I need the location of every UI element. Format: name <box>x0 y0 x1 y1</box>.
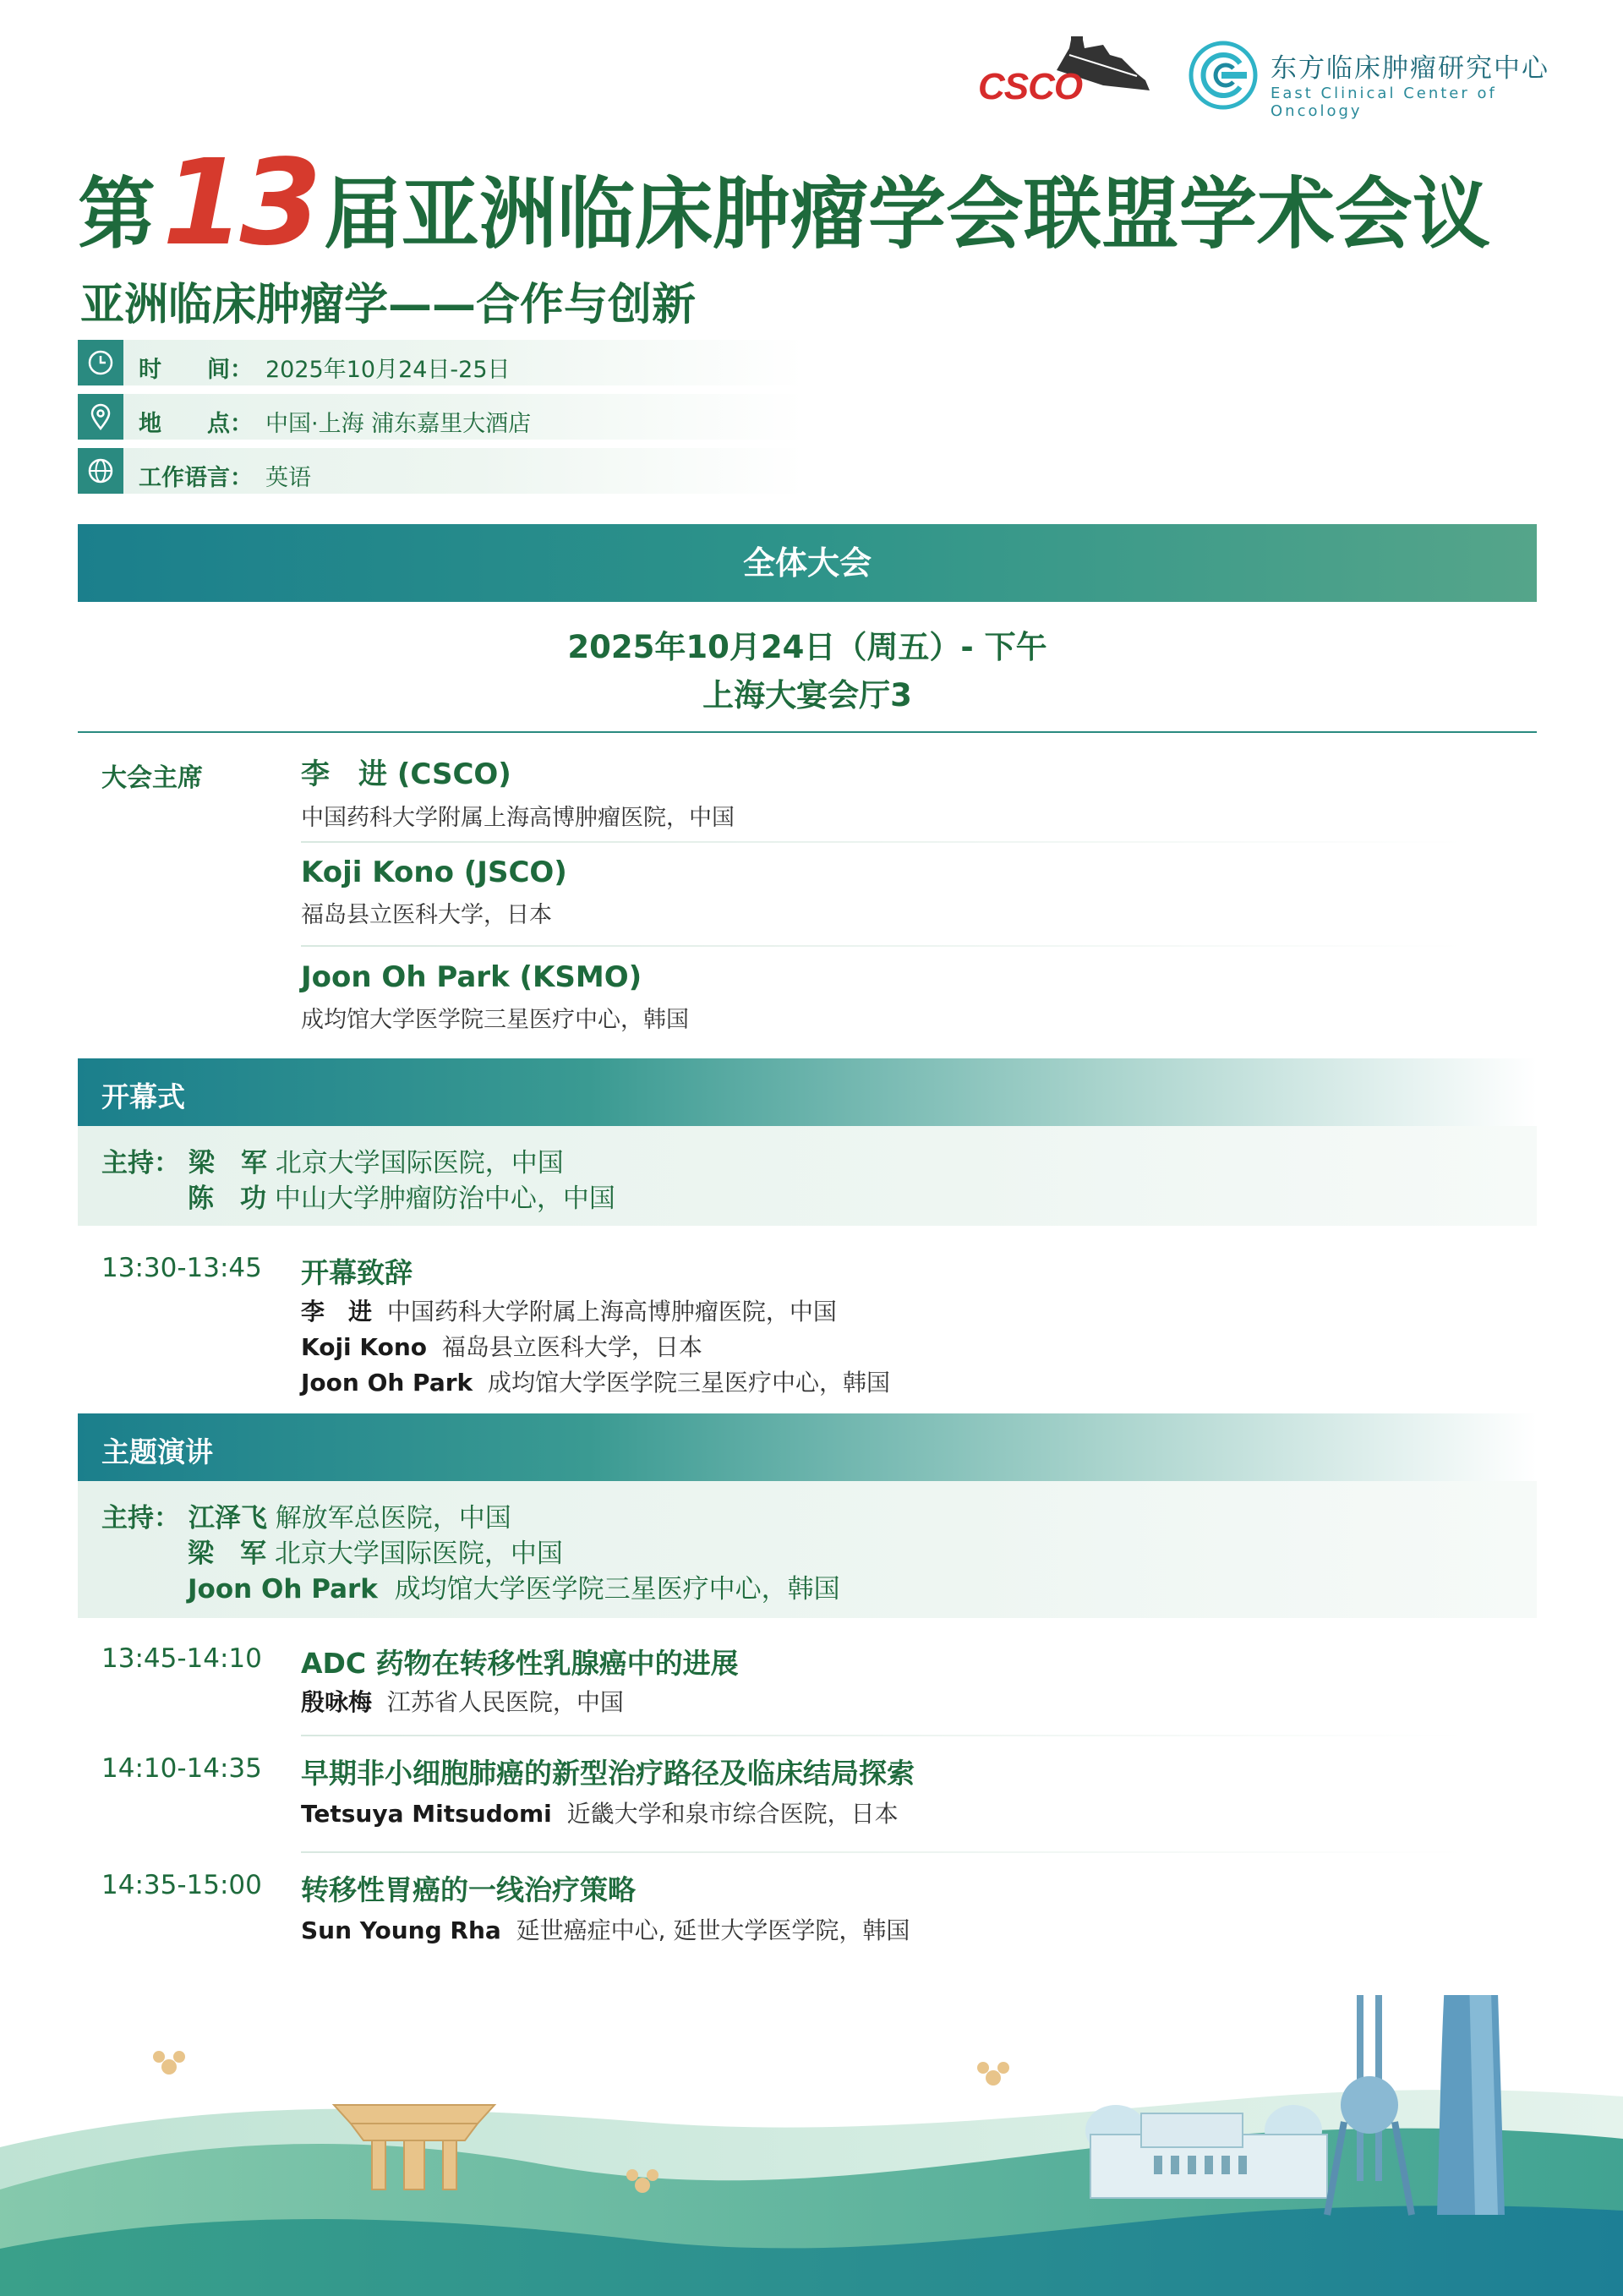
moderator-name: 梁 军 <box>188 1148 267 1178</box>
agenda-speaker <box>301 1912 910 1946</box>
info-label: 地 点： <box>139 411 253 437</box>
speaker-name: Joon Oh Park <box>301 1369 473 1397</box>
chair-affiliation: 中国药科大学附属上海高博肿瘤医院，中国 <box>301 805 735 831</box>
plenary-banner: 全体大会 <box>78 524 1537 602</box>
info-row-location <box>78 394 805 440</box>
east-logo-chinese-name: 东方临床肿瘤研究中心 <box>1271 53 1549 84</box>
east-clinical-logo-mark <box>1188 40 1259 111</box>
moderator-block <box>78 1481 1537 1618</box>
agenda-topic: 转移性胃癌的一线治疗策略 <box>301 1873 636 1906</box>
agenda-topic: ADC 药物在转移性乳腺癌中的进展 <box>301 1647 739 1680</box>
section-title: 开幕式 <box>101 1080 185 1113</box>
agenda-topic: 开幕致辞 <box>301 1256 413 1289</box>
moderator-block <box>78 1126 1537 1226</box>
info-label: 工作语言： <box>139 465 253 491</box>
clock-icon <box>78 340 123 385</box>
speaker-affiliation: 近畿大学和泉市综合医院，日本 <box>566 1800 899 1828</box>
agenda-time: 14:35-15:00 <box>101 1870 262 1900</box>
chair-name: Koji Kono (JSCO) <box>301 856 567 889</box>
moderator-row <box>101 1496 511 1534</box>
speaker-name: 李 进 <box>301 1298 373 1326</box>
chair-item <box>301 960 689 1034</box>
info-label: 时 间： <box>139 357 253 383</box>
agenda-speaker <box>301 1329 702 1363</box>
agenda-time: 14:10-14:35 <box>101 1753 262 1784</box>
agenda-time: 13:30-13:45 <box>101 1253 262 1283</box>
divider <box>301 1735 1467 1736</box>
speaker-name: Koji Kono <box>301 1333 427 1361</box>
moderator-label: 主持： <box>101 1503 180 1533</box>
speaker-affiliation: 成均馆大学医学院三星医疗中心，韩国 <box>487 1369 890 1397</box>
chair-item <box>301 856 567 929</box>
moderator-row <box>101 1141 564 1179</box>
divider <box>301 841 1467 843</box>
chair-affiliation: 成均馆大学医学院三星医疗中心，韩国 <box>301 1007 689 1033</box>
moderator-row <box>188 1567 840 1605</box>
agenda-speaker <box>301 1796 899 1829</box>
moderator-label: 主持： <box>101 1148 180 1178</box>
speaker-affiliation: 江苏省人民医院，中国 <box>386 1688 624 1716</box>
moderator-affiliation: 中山大学肿瘤防治中心，中国 <box>274 1184 615 1214</box>
shanghai-skyline-illustration <box>0 1995 1623 2296</box>
agenda-topic: 早期非小细胞肺癌的新型治疗路径及临床结局探索 <box>301 1757 915 1790</box>
conference-title <box>78 134 1490 272</box>
section-title: 主题演讲 <box>101 1435 213 1468</box>
speaker-name: Tetsuya Mitsudomi <box>301 1800 552 1828</box>
speaker-name: Sun Young Rha <box>301 1916 501 1944</box>
csco-logo <box>976 30 1154 110</box>
moderator-affiliation: 北京大学国际医院，中国 <box>274 1539 563 1569</box>
globe-icon <box>78 448 123 494</box>
moderator-affiliation: 解放军总医院，中国 <box>275 1503 511 1533</box>
title-suffix: 届亚洲临床肿瘤学会联盟学术会议 <box>323 169 1490 260</box>
moderator-name: Joon Oh Park <box>188 1574 378 1604</box>
speaker-affiliation: 中国药科大学附属上海高博肿瘤医院，中国 <box>386 1298 837 1326</box>
moderator-name: 陈 功 <box>188 1184 266 1214</box>
info-value: 2025年10月24日-25日 <box>265 357 511 383</box>
divider <box>78 731 1537 733</box>
agenda-speaker <box>301 1293 837 1327</box>
session-date: 2025年10月24日（周五）- 下午 <box>567 629 1047 665</box>
agenda-speaker <box>301 1364 890 1398</box>
moderator-affiliation: 北京大学国际医院，中国 <box>275 1148 564 1178</box>
chairs-label: 大会主席 <box>101 763 203 793</box>
moderator-row <box>188 1177 615 1215</box>
speaker-affiliation: 延世癌症中心, 延世大学医学院，韩国 <box>516 1916 910 1944</box>
moderator-name: 梁 军 <box>188 1539 266 1569</box>
title-number: 13 <box>162 134 317 272</box>
divider <box>301 1851 1467 1853</box>
divider <box>301 945 1467 947</box>
east-logo-english-name: East Clinical Center of Oncology <box>1271 85 1497 120</box>
svg-text:CSCO: CSCO <box>978 66 1083 107</box>
chair-name: 李 进 (CSCO) <box>301 757 511 791</box>
location-pin-icon <box>78 394 123 440</box>
speaker-affiliation: 福岛县立医科大学，日本 <box>441 1333 702 1361</box>
moderator-affiliation: 成均馆大学医学院三星医疗中心，韩国 <box>394 1574 840 1604</box>
chair-name: Joon Oh Park (KSMO) <box>301 960 642 994</box>
info-row-time <box>78 340 805 385</box>
agenda-speaker <box>301 1684 624 1718</box>
info-value: 中国·上海 浦东嘉里大酒店 <box>265 411 532 437</box>
chair-item <box>301 751 735 832</box>
section-bar-opening <box>78 1058 1537 1126</box>
east-clinical-logo <box>1188 38 1585 120</box>
session-room: 上海大宴会厅3 <box>702 677 912 713</box>
info-row-language <box>78 448 805 494</box>
conference-subtitle: 亚洲临床肿瘤学——合作与创新 <box>80 280 697 331</box>
speaker-name: 殷咏梅 <box>301 1688 373 1716</box>
agenda-time: 13:45-14:10 <box>101 1643 262 1674</box>
chair-affiliation: 福岛县立医科大学，日本 <box>301 902 552 928</box>
title-prefix: 第 <box>78 169 156 260</box>
moderator-row <box>188 1532 563 1570</box>
section-bar-keynote <box>78 1413 1537 1481</box>
moderator-name: 江泽飞 <box>188 1503 267 1533</box>
info-value: 英语 <box>265 465 311 491</box>
